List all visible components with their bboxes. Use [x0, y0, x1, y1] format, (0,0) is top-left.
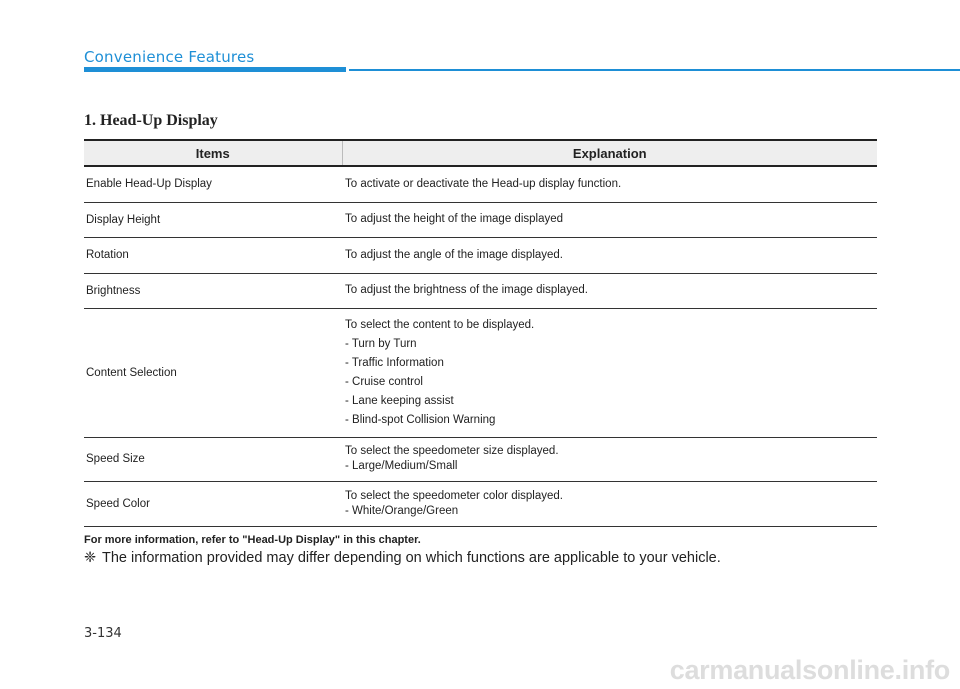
watermark: carmanualsonline.info — [669, 655, 950, 685]
explanation-line: - White/Orange/Green — [345, 504, 459, 517]
explanation-line: - Lane keeping assist — [345, 394, 454, 407]
notice-icon: ❈ — [84, 550, 97, 566]
header-rule — [349, 69, 960, 71]
explanation-line: To select the speedometer color displayed. — [345, 489, 563, 502]
explanation-cell — [342, 481, 877, 526]
explanation-line: To adjust the angle of the image displayed. — [345, 248, 564, 261]
table-row — [84, 481, 877, 526]
table-row — [84, 166, 877, 202]
item-cell: Enable Head-Up Display — [84, 166, 342, 202]
explanation-cell — [342, 273, 877, 308]
section-header: Convenience Features — [84, 48, 255, 66]
explanation-cell — [342, 237, 877, 273]
table-row — [84, 273, 877, 308]
item-cell: Speed Size — [84, 437, 342, 481]
explanation-line: - Turn by Turn — [345, 337, 417, 350]
explanation-line: To activate or deactivate the Head-up display function. — [345, 177, 622, 190]
item-cell: Brightness — [84, 273, 342, 308]
explanation-cell — [342, 308, 877, 437]
explanation-line: - Cruise control — [345, 375, 423, 388]
item-cell: Display Height — [84, 202, 342, 237]
table-header-row — [84, 140, 877, 166]
table-row — [84, 237, 877, 273]
column-header-explanation: Explanation — [572, 145, 647, 161]
explanation-line: To select the content to be displayed. — [345, 318, 535, 331]
explanation-line: - Traffic Information — [345, 356, 444, 369]
explanation-cell — [342, 166, 877, 202]
item-cell: Speed Color — [84, 481, 342, 526]
explanation-cell — [342, 437, 877, 481]
settings-table — [84, 139, 877, 527]
more-info-note: For more information, refer to "Head-Up Display" in this chapter. — [84, 534, 421, 546]
notice-text: The information provided may differ depending on which functions are applicable to your vehicle. — [102, 550, 721, 566]
page-title: 1. Head-Up Display — [84, 112, 218, 129]
item-cell: Content Selection — [84, 308, 342, 437]
column-header-items: Items — [84, 140, 342, 166]
header-accent-bar — [84, 67, 346, 72]
explanation-line: - Large/Medium/Small — [345, 460, 458, 472]
table-row — [84, 202, 877, 237]
explanation-cell — [342, 202, 877, 237]
explanation-line: - Blind-spot Collision Warning — [345, 413, 496, 426]
page-number: 3-134 — [84, 626, 122, 641]
table-row — [84, 437, 877, 481]
explanation-line: To adjust the height of the image displayed — [345, 213, 564, 225]
explanation-line: To select the speedometer size displayed. — [345, 445, 559, 457]
table-row — [84, 308, 877, 437]
notice — [84, 550, 721, 566]
explanation-line: To adjust the brightness of the image displayed. — [345, 284, 588, 296]
item-cell: Rotation — [84, 237, 342, 273]
